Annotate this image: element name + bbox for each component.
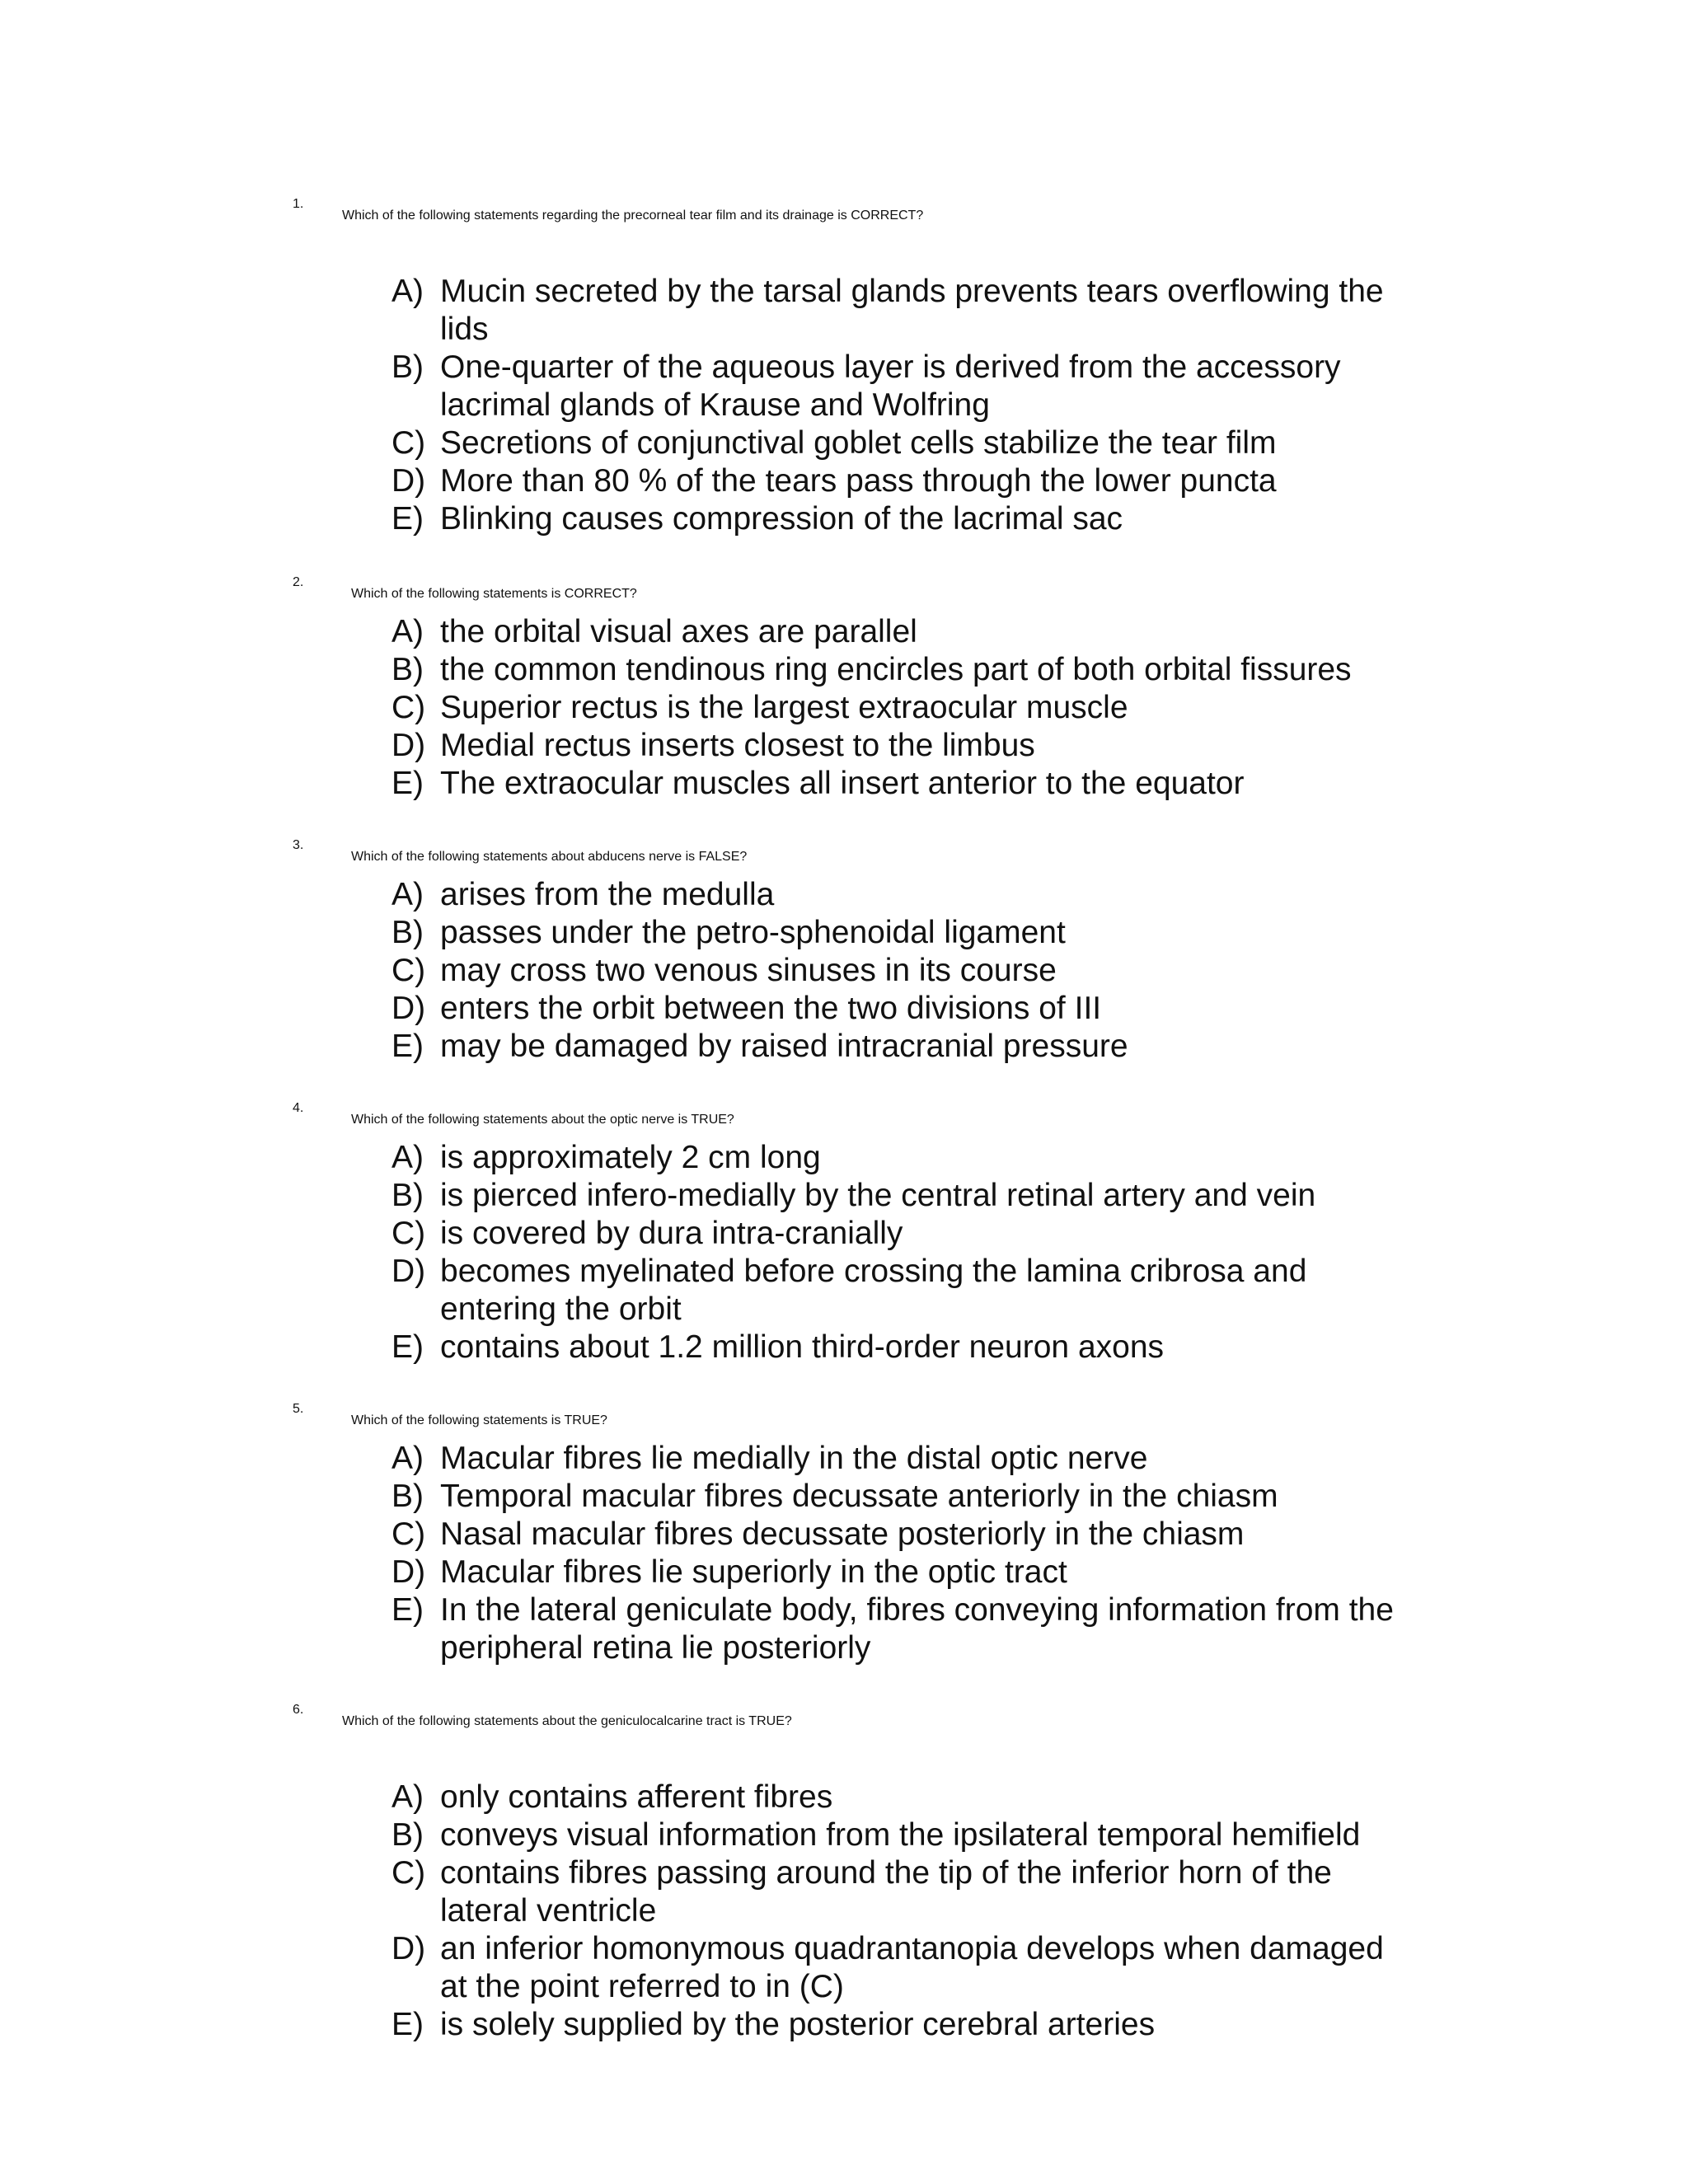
option-a bbox=[0, 613, 1688, 651]
option-list bbox=[0, 1440, 1688, 1667]
option-text: is approximately 2 cm long bbox=[440, 1140, 821, 1175]
option-text: may be damaged by raised intracranial pressure bbox=[440, 1029, 1128, 1064]
option-b bbox=[0, 914, 1688, 952]
option-text: Superior rectus is the largest extraocular muscle bbox=[440, 690, 1128, 725]
option-text: Medial rectus inserts closest to the limbus bbox=[440, 728, 1035, 763]
option-text: may cross two venous sinuses in its course bbox=[440, 953, 1057, 988]
option-text: Macular fibres lie superiorly in the optic tract bbox=[440, 1554, 1067, 1590]
option-text: More than 80 % of the tears pass through the lower puncta bbox=[440, 463, 1277, 499]
option-label: E) bbox=[392, 2007, 424, 2042]
option-b bbox=[0, 651, 1688, 689]
option-text: an inferior homonymous quadrantanopia develops when damaged at the point referred to in (C) bbox=[440, 1931, 1384, 2004]
option-text: conveys visual information from the ipsilateral temporal hemifield bbox=[440, 1817, 1361, 1853]
question-text: Which of the following statements is TRUE? bbox=[351, 1413, 607, 1427]
option-d bbox=[0, 1253, 1688, 1329]
option-b bbox=[0, 349, 1688, 424]
option-e bbox=[0, 2006, 1688, 2044]
question-text: Which of the following statements about the optic nerve is TRUE? bbox=[351, 1113, 734, 1127]
option-c bbox=[0, 689, 1688, 727]
option-label: D) bbox=[392, 1931, 426, 1966]
option-a bbox=[0, 1139, 1688, 1177]
option-label: C) bbox=[392, 1216, 426, 1251]
option-text: enters the orbit between the two divisions of III bbox=[440, 991, 1102, 1026]
option-b bbox=[0, 1478, 1688, 1516]
question-text: Which of the following statements about the geniculocalcarine tract is TRUE? bbox=[342, 1714, 792, 1728]
option-c bbox=[0, 952, 1688, 990]
option-text: becomes myelinated before crossing the lamina cribrosa and entering the orbit bbox=[440, 1254, 1307, 1327]
option-text: The extraocular muscles all insert anterior to the equator bbox=[440, 766, 1245, 801]
option-b bbox=[0, 1177, 1688, 1215]
option-label: B) bbox=[392, 1178, 424, 1213]
option-e bbox=[0, 1028, 1688, 1066]
option-d bbox=[0, 1554, 1688, 1591]
option-text: is covered by dura intra-cranially bbox=[440, 1216, 903, 1251]
option-a bbox=[0, 1440, 1688, 1478]
option-a bbox=[0, 273, 1688, 349]
question-5 bbox=[0, 1402, 1688, 1667]
option-text: In the lateral geniculate body, fibres conveying information from the peripheral retina lie posteriorly bbox=[440, 1592, 1394, 1666]
option-c bbox=[0, 424, 1688, 462]
option-e bbox=[0, 500, 1688, 538]
option-text: arises from the medulla bbox=[440, 877, 775, 912]
option-c bbox=[0, 1854, 1688, 1930]
option-e bbox=[0, 1591, 1688, 1667]
option-text: Nasal macular fibres decussate posteriorly in the chiasm bbox=[440, 1516, 1245, 1552]
option-label: C) bbox=[392, 1855, 426, 1891]
option-e bbox=[0, 1329, 1688, 1366]
option-b bbox=[0, 1816, 1688, 1854]
option-label: A) bbox=[392, 614, 424, 649]
option-text: Mucin secreted by the tarsal glands prevents tears overflowing the lids bbox=[440, 274, 1384, 347]
option-d bbox=[0, 462, 1688, 500]
option-c bbox=[0, 1215, 1688, 1253]
option-label: A) bbox=[392, 877, 424, 912]
option-c bbox=[0, 1516, 1688, 1554]
option-text: Blinking causes compression of the lacrimal sac bbox=[440, 501, 1123, 537]
option-text: contains about 1.2 million third-order neuron axons bbox=[440, 1329, 1165, 1365]
option-a bbox=[0, 876, 1688, 914]
option-label: E) bbox=[392, 1029, 424, 1064]
option-label: C) bbox=[392, 1516, 426, 1552]
option-label: C) bbox=[392, 425, 426, 461]
question-number: 3. bbox=[293, 838, 304, 852]
option-label: B) bbox=[392, 652, 424, 687]
option-text: Macular fibres lie medially in the distal optic nerve bbox=[440, 1441, 1148, 1476]
option-text: Temporal macular fibres decussate anteriorly in the chiasm bbox=[440, 1479, 1278, 1514]
question-number: 4. bbox=[293, 1101, 304, 1115]
option-list bbox=[0, 1139, 1688, 1366]
option-label: B) bbox=[392, 349, 424, 385]
option-label: A) bbox=[392, 1779, 424, 1815]
option-text: only contains afferent fibres bbox=[440, 1779, 833, 1815]
question-text: Which of the following statements about abducens nerve is FALSE? bbox=[351, 850, 748, 864]
option-label: B) bbox=[392, 1479, 424, 1514]
question-number: 5. bbox=[293, 1402, 304, 1416]
option-text: passes under the petro-sphenoidal ligament bbox=[440, 915, 1066, 950]
option-label: D) bbox=[392, 463, 426, 499]
option-label: D) bbox=[392, 728, 426, 763]
option-label: D) bbox=[392, 1254, 426, 1289]
question-number: 2. bbox=[293, 575, 304, 589]
option-e bbox=[0, 765, 1688, 803]
option-text: the orbital visual axes are parallel bbox=[440, 614, 917, 649]
option-label: E) bbox=[392, 1592, 424, 1628]
option-label: A) bbox=[392, 1140, 424, 1175]
question-4 bbox=[0, 1101, 1688, 1366]
option-text: is pierced infero-medially by the central retinal artery and vein bbox=[440, 1178, 1316, 1213]
option-label: A) bbox=[392, 1441, 424, 1476]
option-label: A) bbox=[392, 274, 424, 309]
option-list bbox=[0, 613, 1688, 803]
option-label: B) bbox=[392, 915, 424, 950]
question-1 bbox=[0, 197, 1688, 538]
question-text: Which of the following statements is CORRECT? bbox=[351, 587, 637, 601]
option-label: D) bbox=[392, 991, 426, 1026]
question-text: Which of the following statements regarding the precorneal tear film and its drainage is CORRECT? bbox=[342, 209, 924, 223]
option-text: contains fibres passing around the tip of the inferior horn of the lateral ventricle bbox=[440, 1855, 1332, 1929]
question-3 bbox=[0, 838, 1688, 1066]
question-number: 1. bbox=[293, 197, 304, 211]
option-text: is solely supplied by the posterior cerebral arteries bbox=[440, 2007, 1156, 2042]
option-label: C) bbox=[392, 953, 426, 988]
option-label: C) bbox=[392, 690, 426, 725]
option-label: B) bbox=[392, 1817, 424, 1853]
option-label: D) bbox=[392, 1554, 426, 1590]
option-text: Secretions of conjunctival goblet cells stabilize the tear film bbox=[440, 425, 1277, 461]
option-list bbox=[0, 273, 1688, 538]
option-label: E) bbox=[392, 501, 424, 537]
option-label: E) bbox=[392, 766, 424, 801]
option-list bbox=[0, 876, 1688, 1066]
question-2 bbox=[0, 575, 1688, 803]
question-number: 6. bbox=[293, 1703, 304, 1717]
option-d bbox=[0, 1930, 1688, 2006]
option-d bbox=[0, 727, 1688, 765]
option-a bbox=[0, 1779, 1688, 1816]
option-text: the common tendinous ring encircles part of both orbital fissures bbox=[440, 652, 1352, 687]
option-d bbox=[0, 990, 1688, 1028]
option-text: One-quarter of the aqueous layer is derived from the accessory lacrimal glands of Krause and Wolfring bbox=[440, 349, 1341, 423]
option-list bbox=[0, 1779, 1688, 2044]
option-label: E) bbox=[392, 1329, 424, 1365]
question-6 bbox=[0, 1703, 1688, 2044]
